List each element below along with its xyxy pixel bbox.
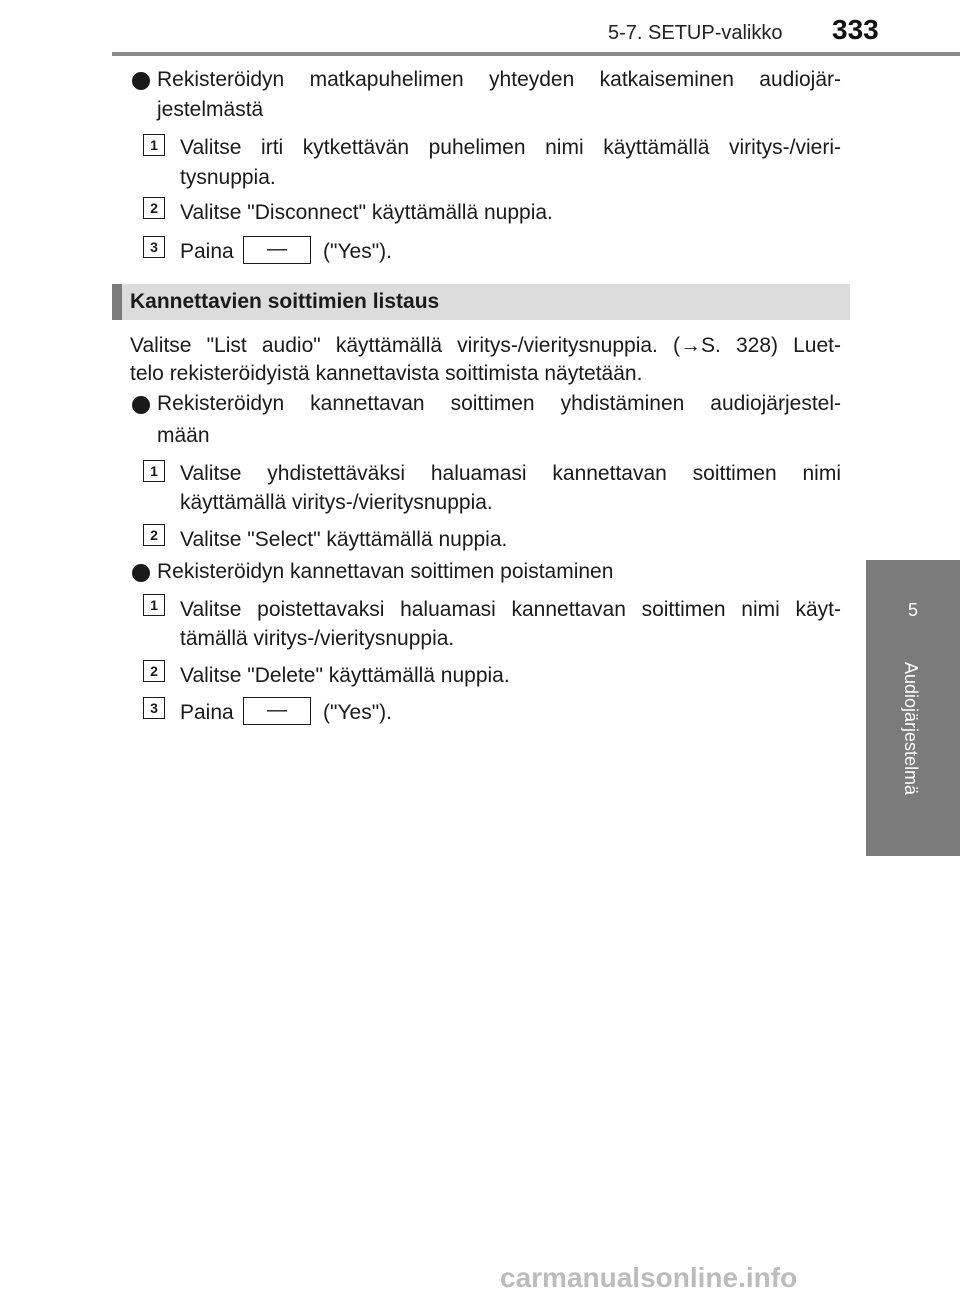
dash-button-icon: —: [243, 236, 311, 264]
step-text-prefix: Paina: [180, 701, 234, 724]
section-title: Kannettavien soittimien listaus: [130, 290, 440, 313]
header-rule: [112, 52, 960, 56]
step-text-cont: tämällä viritys-/vieritysnuppia.: [180, 627, 455, 650]
chapter-number: 5: [907, 600, 918, 620]
dash-button-icon: —: [243, 697, 311, 725]
step-text: Valitse "Delete" käyttämällä nuppia.: [180, 664, 510, 687]
step-number: 2: [143, 660, 165, 682]
bullet-icon: [132, 396, 150, 414]
bullet-heading-cont: jestelmästä: [157, 98, 264, 121]
step-number: 3: [143, 236, 165, 258]
chapter-label: Audiojärjestelmä: [901, 662, 921, 796]
step-text-cont: käyttämällä viritys-/vieritysnuppia.: [180, 491, 493, 514]
intro-text: Valitse "List audio" käyttämällä viritys-/vieritysnuppia. (→S. 328) Luet-: [130, 334, 841, 357]
step-text: Valitse poistettavaksi haluamasi kannettavan soittimen nimi käyt-: [180, 598, 841, 621]
bullet-heading: Rekisteröidyn kannettavan soittimen yhdistäminen audiojärjestel-: [157, 392, 841, 415]
bullet-heading: Rekisteröidyn matkapuhelimen yhteyden katkaiseminen audiojär-: [157, 68, 841, 91]
watermark: carmanualsonline.info: [500, 1262, 798, 1293]
step-text: Valitse "Disconnect" käyttämällä nuppia.: [180, 201, 553, 224]
step-text-prefix: Paina: [180, 240, 234, 263]
step-number: 1: [143, 594, 165, 616]
step-number: 1: [143, 460, 165, 482]
step-text-cont: tysnuppia.: [180, 166, 276, 189]
bullet-icon: [132, 72, 150, 90]
bullet-heading-cont: mään: [157, 424, 210, 447]
step-text-suffix: ("Yes").: [323, 701, 392, 724]
step-text: Valitse irti kytkettävän puhelimen nimi käyttämällä viritys-/vieri-: [180, 136, 841, 159]
step-number: 1: [143, 134, 165, 156]
section-header: 5-7. SETUP-valikko: [608, 22, 783, 44]
bullet-heading: Rekisteröidyn kannettavan soittimen poistaminen: [157, 560, 614, 583]
intro-text-cont: telo rekisteröidyistä kannettavista soittimista näytetään.: [130, 362, 643, 385]
step-number: 2: [143, 197, 165, 219]
page-number: 333: [832, 14, 879, 45]
step-text: Valitse yhdistettäväksi haluamasi kannettavan soittimen nimi: [180, 462, 841, 485]
step-number: 3: [143, 697, 165, 719]
bullet-icon: [132, 564, 150, 582]
step-text-suffix: ("Yes").: [323, 240, 392, 263]
step-text: Valitse "Select" käyttämällä nuppia.: [180, 528, 508, 551]
step-number: 2: [143, 524, 165, 546]
